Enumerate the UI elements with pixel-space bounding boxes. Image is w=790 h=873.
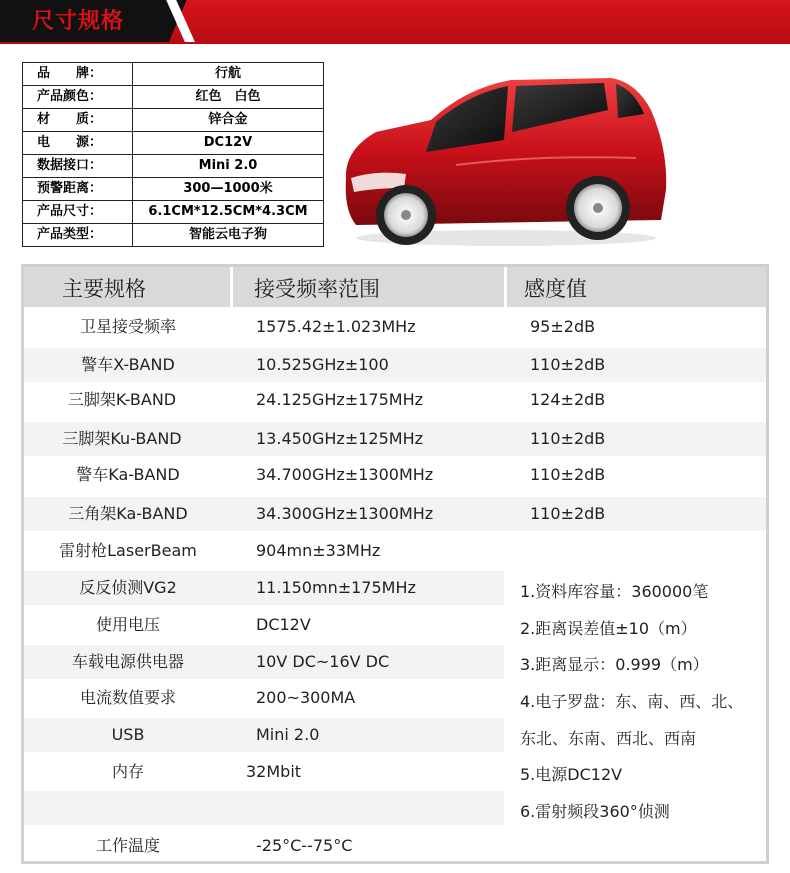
info-row [23,132,324,155]
table-row [24,534,766,568]
spec-sensitivity: 110±2dB [530,429,606,448]
info-value: 锌合金 [133,109,324,132]
info-value: 6.1CM*12.5CM*4.3CM [133,201,324,224]
spec-frequency: 200~300MA [256,688,356,707]
info-value: 红色 白色 [133,86,324,109]
table-row [24,383,766,417]
info-value: 300—1000米 [133,178,324,201]
spec-frequency: Mini 2.0 [256,725,320,744]
spec-name: 警车Ka-BAND [76,465,180,484]
spec-frequency: 34.300GHz±1300MHz [256,504,434,523]
table-row [24,608,504,642]
spec-frequency: DC12V [256,615,311,634]
table-row [24,681,504,715]
info-row [23,201,324,224]
section-title: 尺寸规格 [32,9,125,34]
table-row [24,458,766,492]
table-row [24,571,504,605]
feature-line: 6.雷射频段360°侦测 [520,802,670,821]
spec-name: 三脚架K-BAND [67,390,177,409]
info-row [23,155,324,178]
spec-name: 工作温度 [95,836,160,855]
spec-frequency: 1575.42±1.023MHz [256,317,416,336]
spec-frequency: 904mn±33MHz [256,541,381,560]
spec-sensitivity: 124±2dB [530,390,606,409]
product-info-table [22,62,324,247]
spec-name: 车载电源供电器 [71,652,184,671]
info-key: 产品尺寸： [23,201,133,224]
table-row [24,645,504,679]
table-row [24,791,504,825]
info-key: 产品类型： [23,224,133,247]
spec-name: 三角架Ka-BAND [68,504,188,523]
info-key: 数据接口： [23,155,133,178]
table-row [24,829,504,863]
header-red-band [168,0,790,44]
header-underline [0,42,790,44]
spec-name: 电流数值要求 [79,688,176,707]
table-row [24,348,766,382]
section-header [0,0,790,44]
info-value: 智能云电子狗 [133,224,324,247]
spec-frequency: 32Mbit [246,762,302,781]
info-row [23,109,324,132]
spec-sensitivity: 95±2dB [530,317,596,336]
spec-frequency: 10.525GHz±100 [256,355,389,374]
spec-frequency: -25°C--75°C [256,836,353,855]
feature-line: 2.距离误差值±10（m） [520,619,697,638]
info-key: 电 源： [23,132,133,155]
spec-name: 警车X-BAND [81,355,175,374]
header-sensitivity: 感度值 [524,277,587,301]
info-value: 行航 [133,63,324,86]
info-value: DC12V [133,132,324,155]
spec-frequency: 10V DC~16V DC [256,652,390,671]
spec-sensitivity: 110±2dB [530,465,606,484]
info-key: 产品颜色： [23,86,133,109]
info-key: 材 质： [23,109,133,132]
spec-name: USB [111,725,145,744]
feature-line: 1.资料库容量：360000笔 [520,582,709,601]
header-frequency-range: 接受频率范围 [254,277,380,301]
spec-sensitivity: 110±2dB [530,355,606,374]
info-key: 预警距离： [23,178,133,201]
feature-line: 4.电子罗盘：东、南、西、北、 [520,692,744,711]
specification-table [21,264,769,864]
info-row [23,178,324,201]
spec-frequency: 13.450GHz±125MHz [256,429,423,448]
spec-frequency: 11.150mn±175MHz [256,578,416,597]
spec-name: 使用电压 [95,615,160,634]
spec-name: 三脚架Ku-BAND [62,429,182,448]
feature-line: 3.距离显示：0.999（m） [520,655,709,674]
header-main-spec: 主要规格 [62,277,146,301]
table-row [24,718,504,752]
info-row [23,224,324,247]
info-row [23,63,324,86]
spec-frequency: 34.700GHz±1300MHz [256,465,434,484]
spec-name: 卫星接受频率 [79,317,176,336]
table-row [24,755,504,789]
info-row [23,86,324,109]
table-row [24,422,766,456]
feature-line: 5.电源DC12V [520,765,623,784]
spec-name: 雷射枪LaserBeam [59,541,197,560]
red-car-image [336,70,676,250]
spec-frequency: 24.125GHz±175MHz [256,390,423,409]
spec-name: 内存 [111,762,144,781]
table-row [24,497,766,531]
spec-sensitivity: 110±2dB [530,504,606,523]
spec-name: 反反侦测VG2 [79,578,177,597]
feature-line: 东北、东南、西北、西南 [520,729,697,748]
info-key: 品 牌： [23,63,133,86]
table-row [24,310,766,344]
info-value: Mini 2.0 [133,155,324,178]
